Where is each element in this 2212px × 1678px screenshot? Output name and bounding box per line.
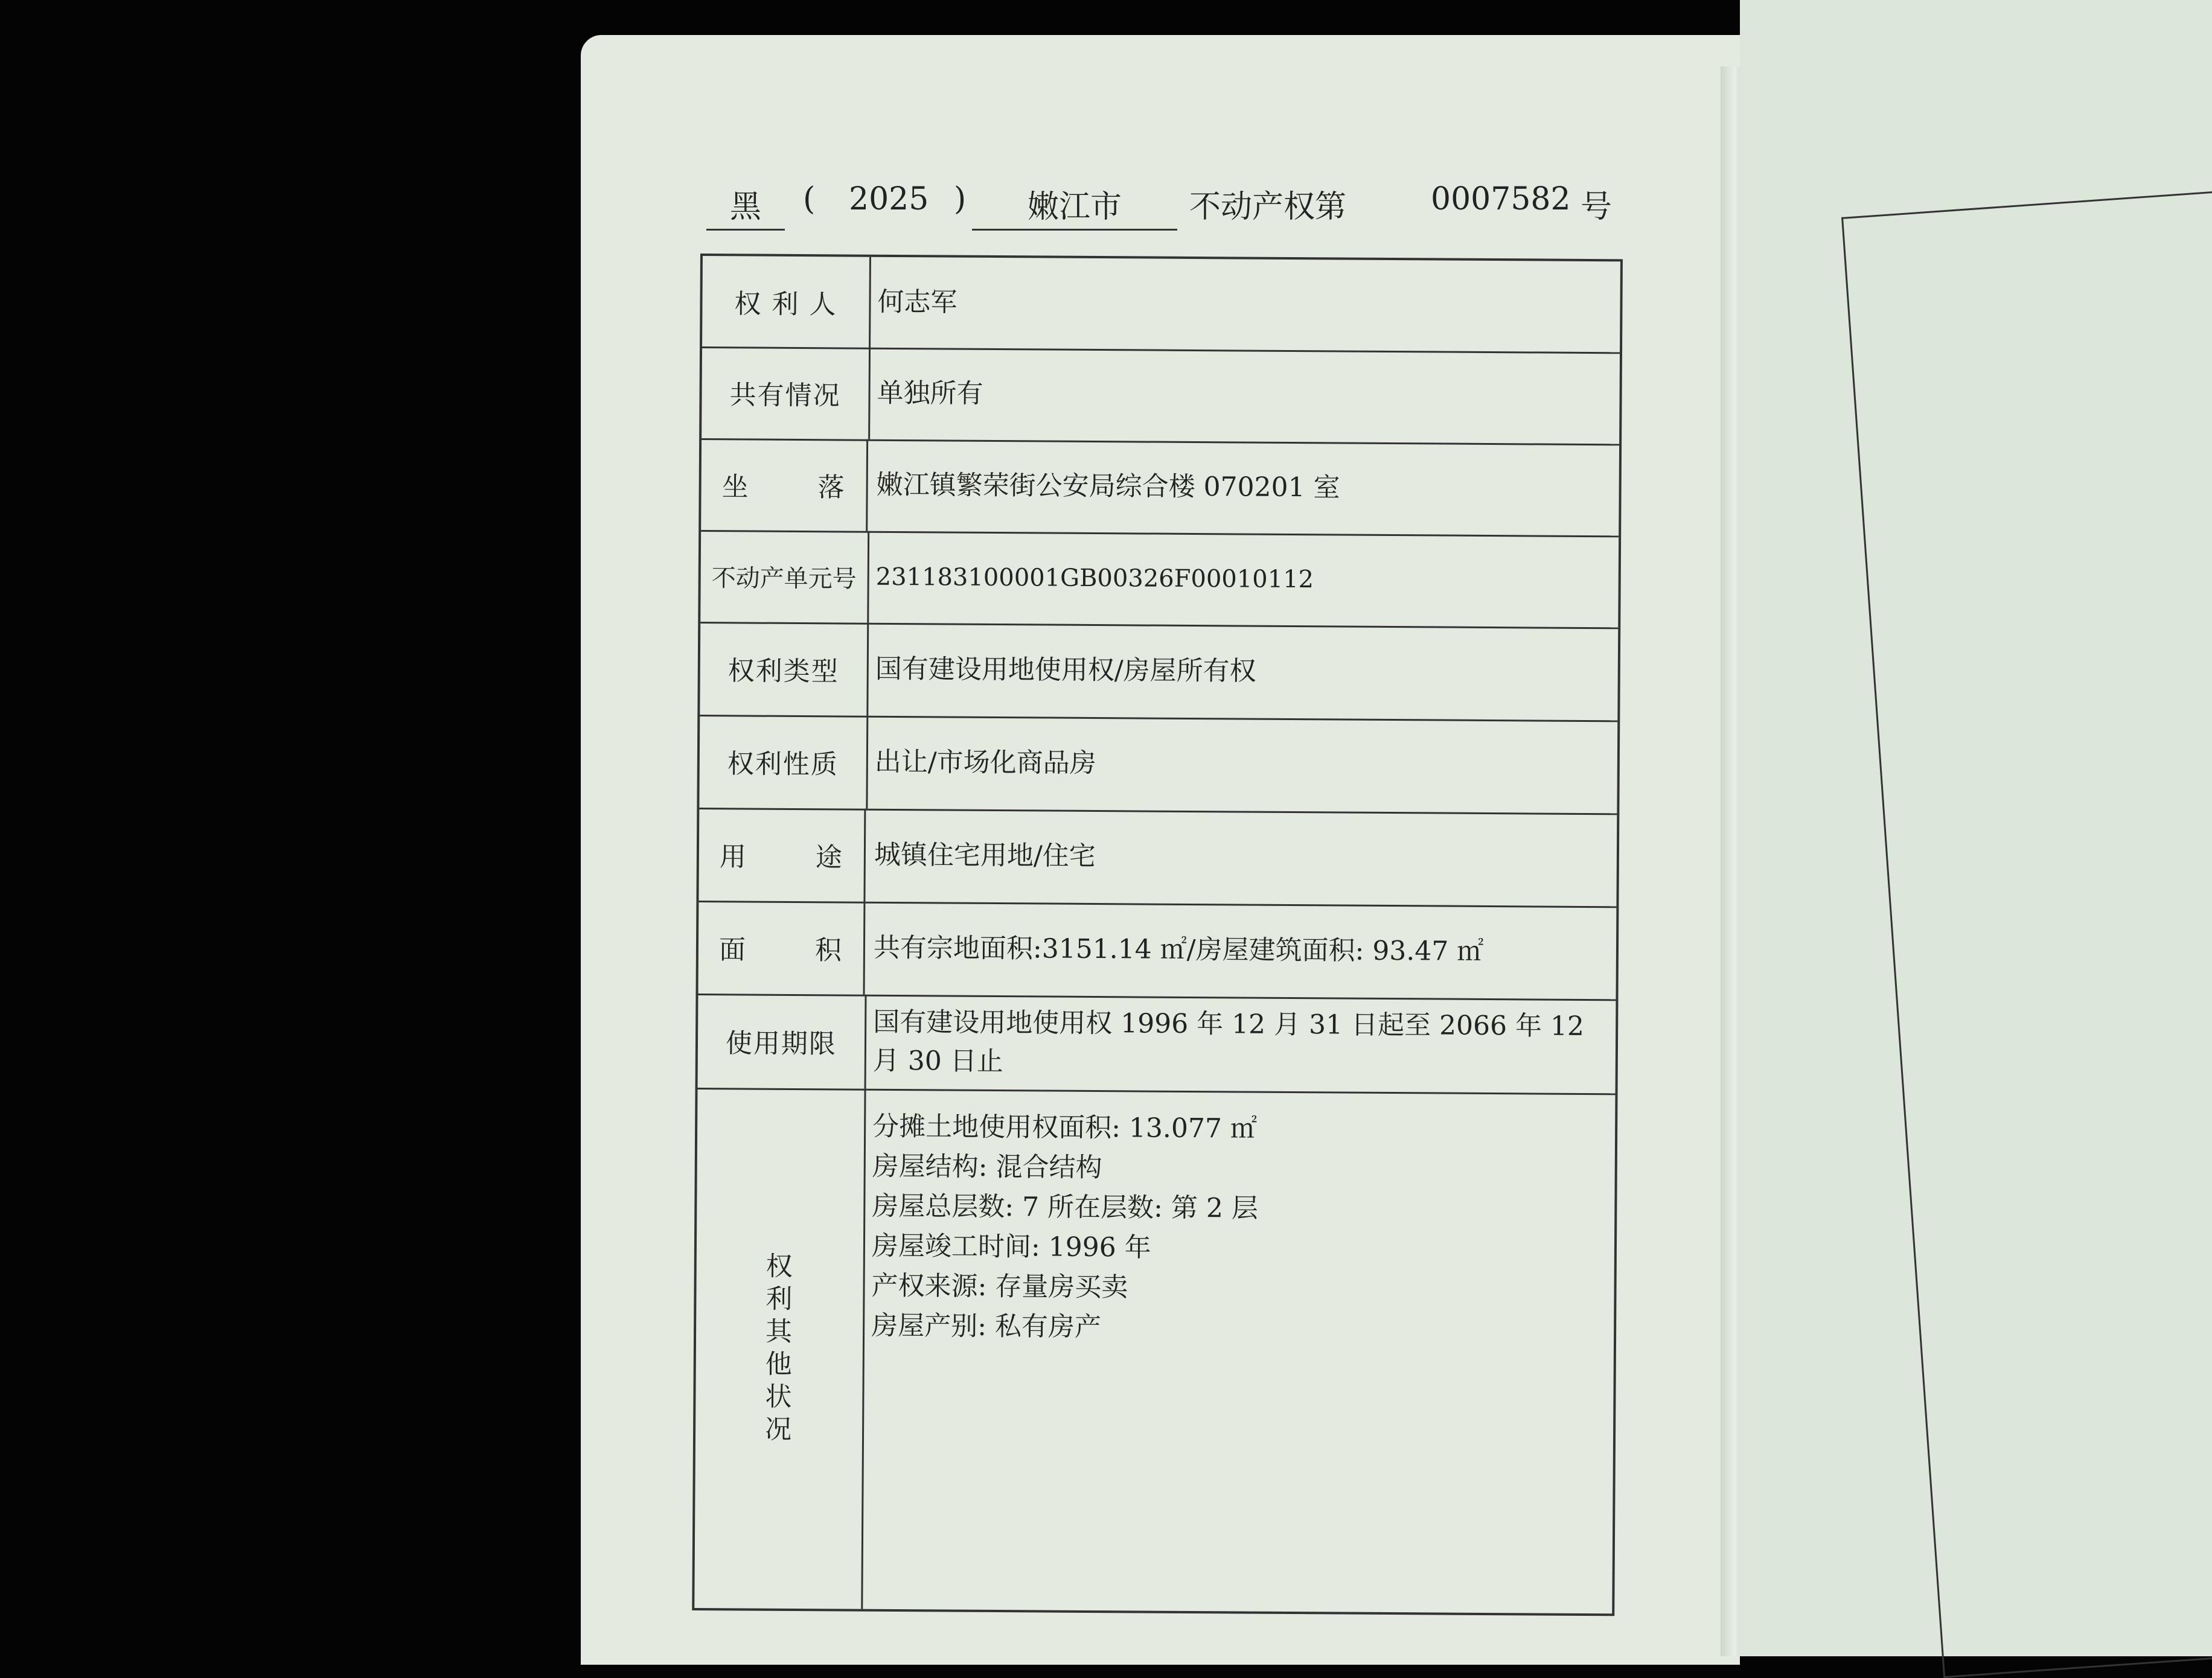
label-usage-char-1: 用	[719, 841, 748, 873]
table-row-unit-number	[700, 530, 1619, 629]
certificate-header	[706, 169, 1636, 235]
certificate-number: 0007582	[1431, 181, 1571, 217]
other-status-line: 产权来源: 存量房买卖	[871, 1270, 1128, 1303]
value-other-status	[869, 1089, 1605, 1613]
facing-page-frame	[1841, 190, 2212, 1678]
value-term	[873, 995, 1606, 1093]
value-right-nature: 出让/市场化商品房	[874, 746, 1096, 779]
table-row-location	[701, 438, 1619, 537]
other-status-line: 房屋竣工时间: 1996 年	[871, 1230, 1151, 1263]
value-area: 共有宗地面积:3151.14 ㎡/房屋建筑面积: 93.47 ㎡	[873, 932, 1484, 967]
title-prefix: 不动产权第	[1189, 189, 1347, 225]
label-usage	[698, 808, 866, 902]
label-other-char-2: 利	[766, 1283, 794, 1315]
table-row-right-nature	[699, 715, 1617, 815]
certificate-year: 2025	[849, 181, 929, 217]
label-right-nature: 权利性质	[699, 715, 868, 809]
table-row-co-ownership	[702, 346, 1620, 445]
open-paren: (	[803, 181, 816, 217]
label-co-ownership: 共有情况	[702, 346, 871, 439]
label-location-char-2: 落	[817, 472, 846, 503]
table-row-usage	[698, 808, 1617, 908]
other-status-line: 房屋结构: 混合结构	[872, 1150, 1102, 1184]
value-term-line-1: 国有建设用地使用权 1996 年 12 月 31 日起至 2066 年 12	[873, 1006, 1585, 1042]
other-status-line: 分摊土地使用权面积: 13.077 ㎡	[872, 1111, 1258, 1144]
label-area-char-2: 积	[814, 935, 843, 966]
label-usage-char-2: 途	[815, 842, 844, 873]
table-row-right-type	[700, 622, 1618, 722]
other-status-line: 房屋总层数: 7 所在层数: 第 2 层	[872, 1190, 1259, 1224]
other-status-line: 房屋产别: 私有房产	[871, 1310, 1102, 1343]
value-location: 嫩江镇繁荣街公安局综合楼 070201 室	[876, 469, 1340, 503]
label-location	[701, 438, 868, 531]
value-co-ownership: 单独所有	[877, 377, 983, 409]
facing-page	[1740, 0, 2212, 1656]
label-other-char-4: 他	[765, 1348, 793, 1380]
table-row-term	[698, 994, 1616, 1095]
label-other-char-5: 状	[765, 1381, 793, 1412]
value-right-holder: 何志军	[877, 286, 957, 318]
label-location-char-1: 坐	[721, 471, 750, 503]
province-code: 黑	[706, 181, 785, 231]
label-other-char-6: 况	[764, 1414, 793, 1445]
label-other-char-3: 其	[765, 1316, 794, 1347]
label-other-status	[694, 1088, 866, 1609]
label-right-type: 权利类型	[700, 622, 869, 716]
value-usage: 城镇住宅用地/住宅	[874, 839, 1096, 872]
label-area-char-1: 面	[718, 934, 747, 966]
city-name: 嫩江市	[972, 181, 1177, 231]
label-right-holder: 权 利 人	[702, 256, 871, 348]
value-right-type: 国有建设用地使用权/房屋所有权	[875, 653, 1256, 687]
label-unit-number: 不动产单元号	[700, 530, 869, 623]
label-term: 使用期限	[698, 994, 867, 1089]
value-unit-number: 231183100001GB00326F00010112	[875, 563, 1314, 594]
table-row-other-status	[694, 1088, 1615, 1613]
property-rights-table	[692, 254, 1623, 1616]
table-row-holder	[702, 256, 1620, 354]
table-row-area	[698, 901, 1616, 1001]
value-term-line-2: 月 30 日止	[872, 1045, 1003, 1077]
close-paren: )	[954, 181, 967, 217]
label-other-char-1: 权	[766, 1251, 794, 1282]
label-area	[698, 901, 866, 995]
title-suffix: 号	[1581, 189, 1613, 225]
